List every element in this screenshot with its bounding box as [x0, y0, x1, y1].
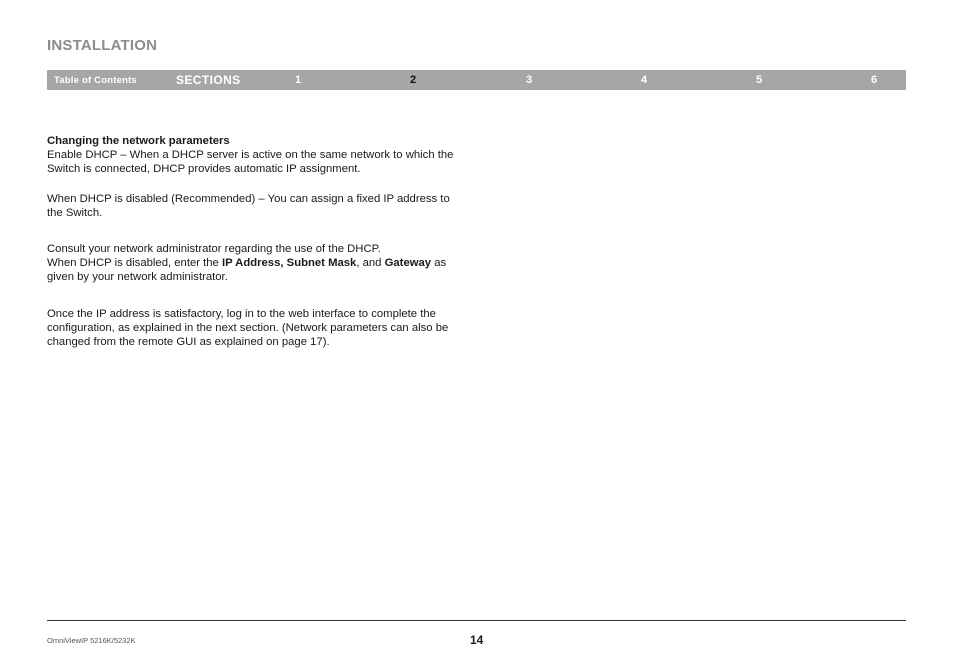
gateway-term: Gateway — [384, 257, 432, 270]
footer-divider — [47, 620, 906, 621]
paragraph-disable-dhcp: When DHCP is disabled (Recommended) – You can assign a fixed IP address to the Switch. — [47, 192, 450, 219]
consult-line: Consult your network administrator regarding the use of the DHCP. — [47, 243, 381, 256]
ip-subnet-term: IP Address, Subnet Mask — [221, 257, 357, 270]
section-heading: Changing the network parameters — [47, 135, 230, 147]
section-nav-bar — [47, 70, 906, 90]
section-3-link[interactable]: 3 — [526, 74, 533, 86]
body-content — [47, 134, 467, 349]
footer-product-name: OmniViewIP 5216K/5232K — [47, 636, 136, 645]
paragraph-enable-dhcp: Enable DHCP – When a DHCP server is active on the same network to which the Switch is connected, DHCP provides automatic IP assignment. — [47, 149, 454, 176]
sections-label: SECTIONS — [176, 73, 241, 87]
section-5-link[interactable]: 5 — [756, 74, 763, 86]
consult-post: as given by your network administrator. — [47, 257, 447, 284]
consult-mid: , and — [356, 257, 385, 270]
paragraph-web-interface: Once the IP address is satisfactory, log in to the web interface to complete the configuration, as explained in the next section. (Network parameters can also be changed from the remote GUI as explained on page 17). — [47, 307, 449, 349]
section-1-link[interactable]: 1 — [295, 74, 302, 86]
table-of-contents-link[interactable]: Table of Contents — [54, 75, 137, 86]
page-title: INSTALLATION — [47, 37, 158, 54]
section-4-link[interactable]: 4 — [641, 74, 648, 86]
page-number: 14 — [470, 633, 484, 647]
section-2-link[interactable]: 2 — [410, 74, 417, 86]
section-6-link[interactable]: 6 — [871, 74, 878, 86]
consult-pre: When DHCP is disabled, enter the — [47, 257, 222, 270]
paragraph-consult-admin — [47, 242, 467, 285]
